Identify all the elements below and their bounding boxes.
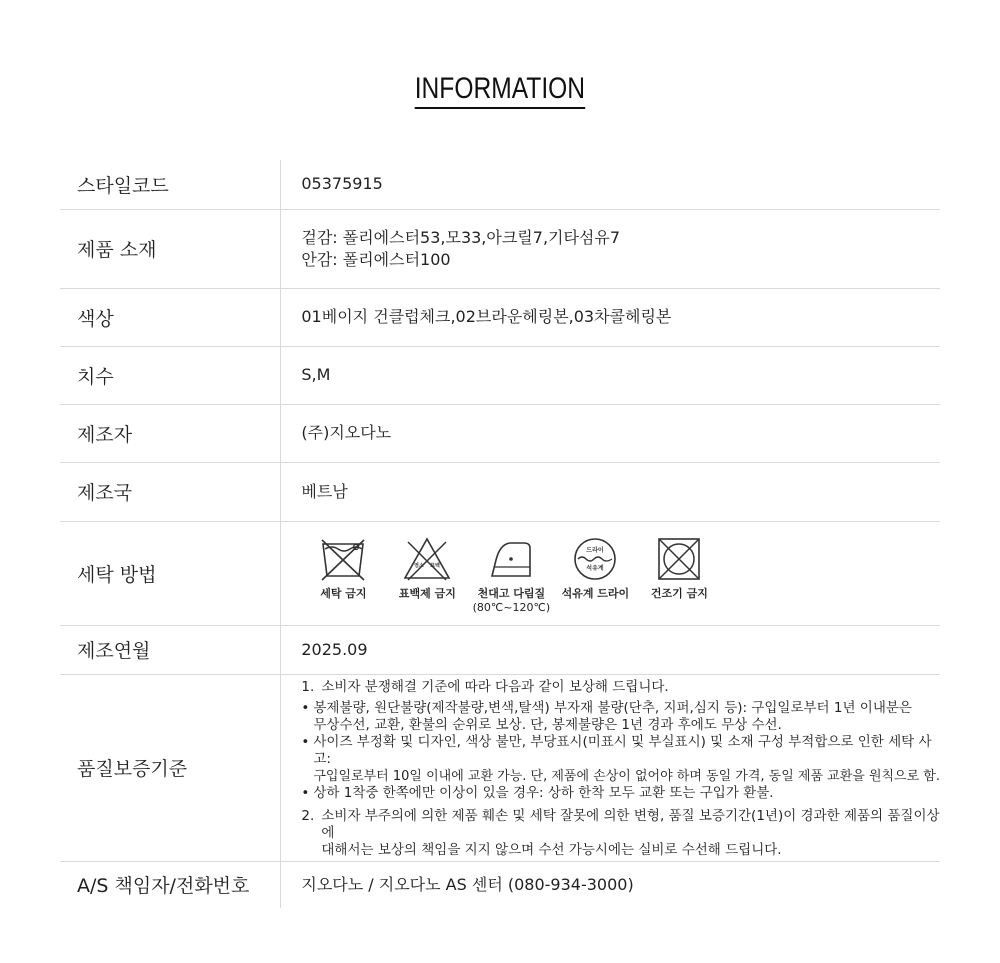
bullet-continuation: 무상수선, 교환, 환불의 순위로 보상. 단, 봉제불량은 1년 경과 후에도 무상 수선. — [313, 717, 782, 733]
bullet-text: 사이즈 부정확 및 디자인, 색상 불만, 부당표시(미표시 및 부실표시) 및 소재 구성 부적합으로 인한 세탁 사고: — [313, 734, 932, 767]
bullet-continuation: 구입일로부터 10일 이내에 교환 가능. 단, 제품에 손상이 없어야 하며 동일 가격, 동일 제품 교환을 원칙으로 함. — [313, 769, 940, 784]
iron-low-icon — [488, 536, 534, 582]
value-size: S,M — [281, 346, 940, 404]
dry-mark-bottom: 석유계 — [586, 564, 605, 572]
table-row — [60, 462, 940, 521]
quality-item-1 — [301, 679, 940, 696]
care-label: 세탁 금지 — [320, 586, 367, 600]
care-label: 표백제 금지 — [398, 586, 456, 600]
value-as: 지오다노 / 지오다노 AS 센터 (080-934-3000) — [301, 874, 634, 894]
care-label: 건조기 금지 — [650, 586, 708, 600]
care-sublabel: (80℃~120℃) — [472, 600, 551, 614]
care-item — [301, 536, 385, 601]
value-style-code: 05375915 — [281, 160, 940, 209]
table-row — [60, 674, 940, 861]
table-row — [60, 209, 940, 288]
quality-bullet-2 — [301, 734, 940, 768]
label-material: 제품 소재 — [60, 209, 281, 288]
item-number: 1. — [301, 679, 315, 695]
table-row — [60, 288, 940, 346]
table-row — [60, 861, 940, 908]
value-date: 2025.09 — [281, 625, 940, 674]
item-text: 소비자 분쟁해결 기준에 따라 다음과 같이 보상해 드립니다. — [321, 679, 669, 695]
material-outer: 겉감: 폴리에스터53,모33,아크릴7,기타섬유7 — [301, 227, 621, 247]
no-bleach-icon — [402, 536, 452, 582]
table-row — [60, 521, 940, 625]
bullet: • — [301, 700, 310, 716]
item-number: 2. — [301, 808, 315, 824]
label-color: 색상 — [60, 288, 281, 346]
care-item — [385, 536, 469, 601]
page-title: INFORMATION — [415, 72, 585, 109]
care-item — [637, 536, 721, 601]
label-washing: 세탁 방법 — [60, 521, 281, 625]
quality-text — [301, 679, 940, 859]
value-country: 베트남 — [281, 462, 940, 521]
table-row — [60, 346, 940, 404]
bleach-mark-left: 염소 — [414, 562, 425, 569]
value-material — [281, 209, 940, 288]
bleach-mark-right: 표백 — [430, 562, 441, 569]
no-tumble-dry-icon — [656, 536, 702, 582]
item-text — [321, 808, 940, 859]
table-row — [60, 625, 940, 674]
value-color: 01베이지 건클럽체크,02브라운헤링본,03차콜헤링본 — [281, 288, 940, 346]
value-washing — [281, 521, 940, 625]
bullet: • — [301, 785, 310, 801]
no-wash-icon — [320, 536, 366, 582]
material-lining: 안감: 폴리에스터100 — [301, 249, 451, 269]
label-date: 제조연월 — [60, 625, 281, 674]
care-icons — [301, 536, 940, 615]
info-table — [60, 160, 940, 908]
label-as: A/S 책임자/전화번호 — [60, 861, 281, 908]
label-style-code: 스타일코드 — [60, 160, 281, 209]
bullet-text: 상하 1착중 한쪽에만 이상이 있을 경우: 상하 한착 모두 교환 또는 구입가 환불. — [313, 785, 774, 801]
bullet: • — [301, 734, 310, 750]
dry-mark-top: 드라이 — [586, 546, 605, 554]
care-item — [469, 536, 553, 615]
table-row — [60, 160, 940, 209]
quality-bullet-1 — [301, 700, 940, 717]
care-label: 석유계 드라이 — [561, 586, 630, 600]
label-size: 치수 — [60, 346, 281, 404]
item-text-line: 대해서는 보상의 책임을 지지 않으며 수선 가능시에는 실비로 수선해 드립니다. — [321, 842, 782, 858]
quality-item-2 — [301, 808, 940, 859]
label-maker: 제조자 — [60, 404, 281, 462]
label-quality: 품질보증기준 — [60, 674, 281, 861]
value-quality — [281, 674, 940, 861]
quality-bullet-3 — [301, 785, 940, 802]
bullet-text: 봉제불량, 원단불량(제작불량,변색,탈색) 부자재 불량(단추, 지퍼,심지 등): 구입일로부터 1년 이내분은 — [313, 700, 912, 716]
care-label: 천대고 다림질 — [477, 586, 546, 600]
table-row — [60, 404, 940, 462]
petroleum-dry-clean-icon — [572, 536, 618, 582]
label-country: 제조국 — [60, 462, 281, 521]
care-item — [553, 536, 637, 601]
item-text-line: 소비자 부주의에 의한 제품 훼손 및 세탁 잘못에 의한 변형, 품질 보증기간(1년)이 경과한 제품의 품질이상에 — [321, 808, 940, 841]
value-maker: (주)지오다노 — [281, 404, 940, 462]
page-title-wrap — [0, 72, 1000, 109]
